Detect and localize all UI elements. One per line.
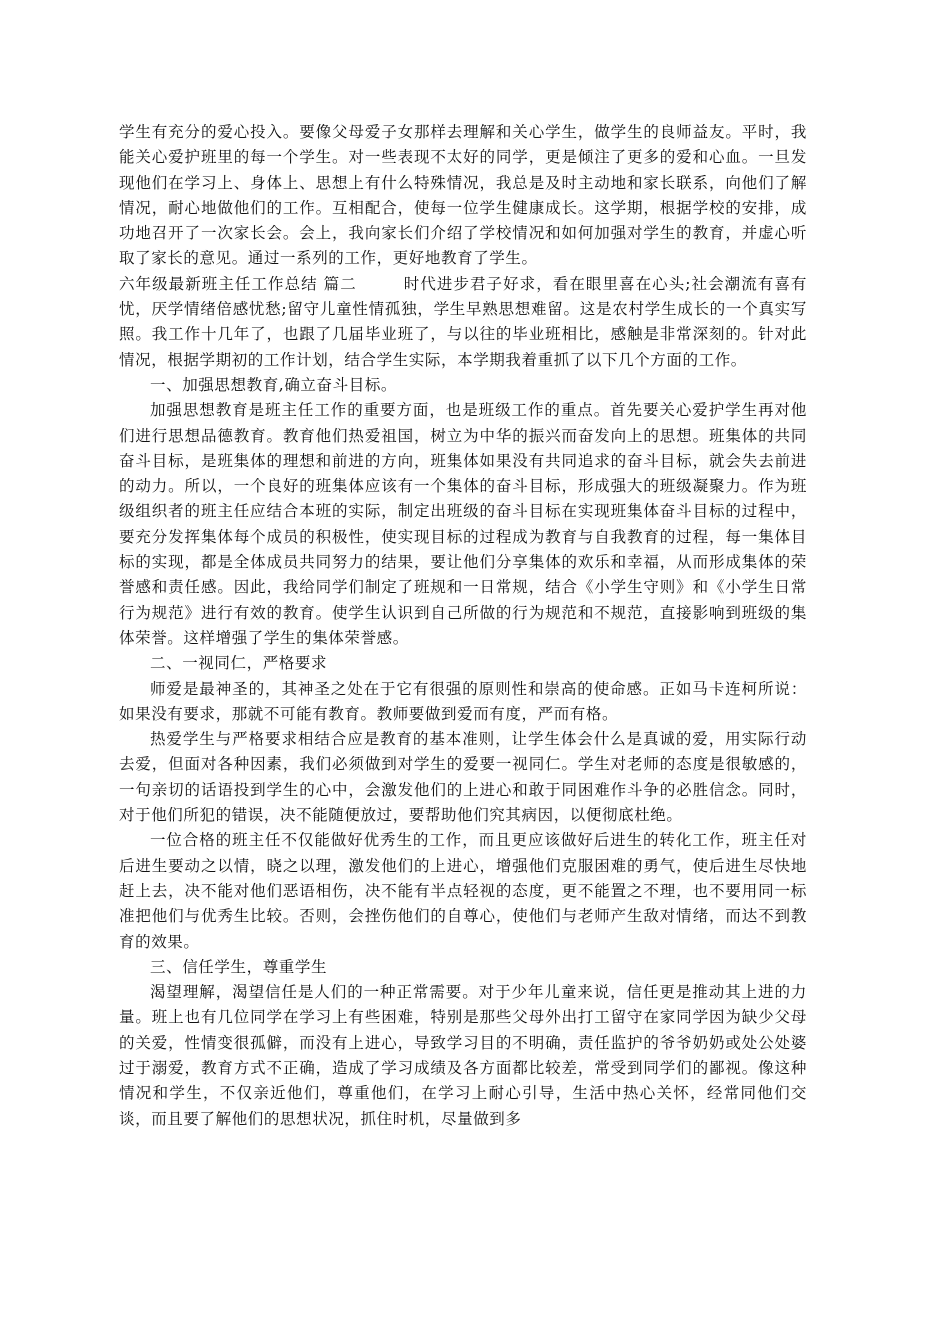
section1-paragraph: 加强思想教育是班主任工作的重要方面，也是班级工作的重点。首先要关心爱护学生再对他们进行思想品德教育。教育他们热爱祖国，树立为中华的振兴而奋发向上的思想。班集体的共同奋斗目标，是班集体的理想和前进的方向，班集体如果没有共同追求的奋斗目标，就会失去前进的动力。所以，一个良好的班集体应该有一个集体的奋斗目标，形成强大的班级凝聚力。作为班级组织者的班主任应结合本班的实际，制定出班级的奋斗目标在实现班集体奋斗目标的过程中，要充分发挥集体每个成员的积极性，使实现目标的过程成为教育与自我教育的过程，每一集体目标的实现，都是全体成员共同努力的结果，要让他们分享集体的欢乐和幸福，从而形成集体的荣誉感和责任感。因此，我给同学们制定了班规和一日常规，结合《小学生守则》和《小学生日常行为规范》进行有效的教育。使学生认识到自己所做的行为规范和不规范，直接影响到班级的集体荣誉。这样增强了学生的集体荣誉感。 [119, 401, 807, 647]
section3-heading: 三、信任学生，尊重学生 [150, 957, 328, 976]
section2-paragraph-3: 一位合格的班主任不仅能做好优秀生的工作，而且更应该做好后进生的转化工作，班主任对后进生要动之以情，晓之以理，激发他们的上进心，增强他们克服困难的勇气，使后进生尽快地赶上去，决不能对他们恶语相伤，决不能有半点轻视的态度，更不能置之不理，也不要用同一标准把他们与优秀生比较。否则，会挫伤他们的自尊心，使他们与老师产生敌对情绪，而达不到教育的效果。 [119, 831, 807, 951]
document-title: 六年级最新班主任工作总结 篇二 [119, 274, 357, 293]
title-body-text: 时代进步君子好求，看在眼里喜在心头;社会潮流有喜有忧，厌学情绪倍感忧愁;留守儿童性情孤独，学生早熟思想难留。这是农村学生成长的一个真实写照。我工作十几年了，也跟了几届毕业班了，与以往的毕业班相比，感触是非常深刻的。针对此情况，根据学期初的工作计划，结合学生实际，本学期我着重抓了以下几个方面的工作。 [119, 274, 807, 369]
section2-paragraph-2: 热爱学生与严格要求相结合应是教育的基本准则，让学生体会什么是真诚的爱，用实际行动去爱，但面对各种因素，我们必须做到对学生的爱要一视同仁。学生对老师的态度是很敏感的，一句亲切的话语投到学生的心中，会激发他们的上进心和敢于同困难作斗争的必胜信念。同时，对于他们所犯的错误，决不能随便放过，要帮助他们究其病因，以便彻底杜绝。 [119, 730, 807, 825]
intro-paragraph: 学生有充分的爱心投入。要像父母爱子女那样去理解和关心学生，做学生的良师益友。平时，我能关心爱护班里的每一个学生。对一些表现不太好的同学，更是倾注了更多的爱和心血。一旦发现他们在学习上、身体上、思想上有什么特殊情况，我总是及时主动地和家长联系，向他们了解情况，耐心地做他们的工作。互相配合，使每一位学生健康成长。这学期，根据学校的安排，成功地召开了一次家长会。会上，我向家长们介绍了学校情况和如何加强对学生的教育，并虚心听取了家长的意见。通过一系列的工作，更好地教育了学生。 [119, 123, 807, 268]
section3-paragraph: 渴望理解，渴望信任是人们的一种正常需要。对于少年儿童来说，信任更是推动其上进的力量。班上也有几位同学在学习上有些困难，特别是那些父母外出打工留守在家同学因为缺少父母的关爱，性情变很孤僻，而没有上进心，导致学习目的不明确，责任监护的爷爷奶奶或处公处婆过于溺爱，教育方式不正确，造成了学习成绩及各方面都比较差，常受到同学们的鄙视。像这种情况和学生，不仅亲近他们，尊重他们，在学习上耐心引导，生活中热心关怀，经常同他们交谈，而且要了解他们的思想状况，抓住时机，尽量做到多 [119, 983, 807, 1128]
section1-heading: 一、加强思想教育,确立奋斗目标。 [150, 375, 398, 394]
section2-paragraph-1: 师爱是最神圣的，其神圣之处在于它有很强的原则性和崇高的使命感。正如马卡连柯所说：如果没有要求，那就不可能有教育。教师要做到爱而有度，严而有格。 [119, 679, 807, 723]
section2-heading: 二、一视同仁，严格要求 [150, 654, 328, 673]
document-body [119, 120, 807, 1132]
section-title-paragraph [119, 272, 807, 373]
